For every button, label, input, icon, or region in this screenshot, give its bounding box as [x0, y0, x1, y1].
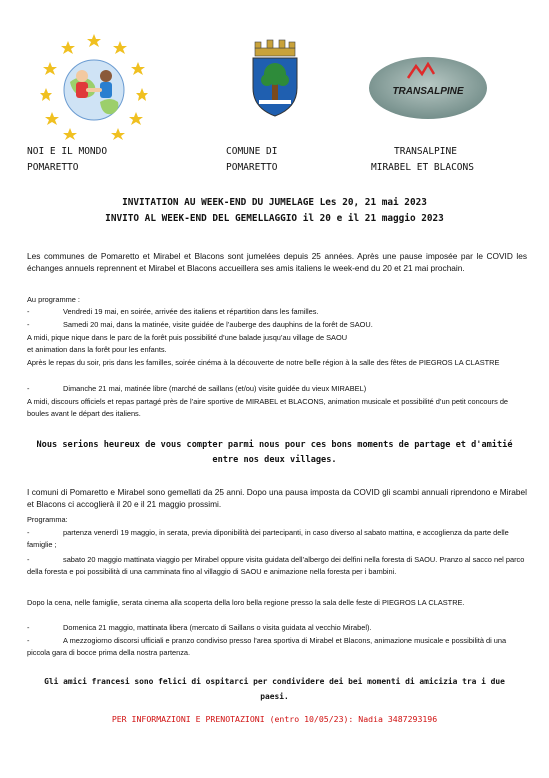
fr-line-c: Après le repas du soir, pris dans les familles, soirée cinéma à la découverte de notre belle région à la salle des fêtes de PIEGROS LA CLASTRE: [27, 358, 500, 367]
it-item-4-text: A mezzogiorno discorsi ufficiali e pranzo condiviso presso l’area sportiva di Mirabel et Blacons, animazione musicale e possibilità di una piccola gara di bocce prima della nostra partenza.: [27, 636, 507, 657]
transalpine-logo-text: TRANSALPINE: [392, 86, 464, 97]
fr-item-1: [27, 306, 527, 318]
info-contact-line: PER INFORMAZIONI E PRENOTAZIONI (entro 10/05/23): Nadia 3487293196: [111, 714, 438, 724]
it-item-2-text: sabato 20 maggio mattinata viaggio per Mirabel oppure visita guidata dell’albergo dei delfini nella foresta di SAOU. Pranzo al sacco nel parco della foresta e poi possibilità di una camminata fino al villaggio di SAOU e animazione nella foresta per i bambini.: [27, 555, 525, 576]
fr-item-2: [27, 319, 527, 331]
fr-line-a: A midi, pique nique dans le parc de la forêt puis possibilité d’une balade jusqu’au village de SAOU: [27, 333, 348, 342]
header-center-line2: POMARETTO: [226, 162, 278, 173]
it-item-2: [27, 554, 527, 594]
fr-line-d: A midi, discours officiels et repas partagé près de l’aire sportive de MIRABEL et BLACONS, animation musicale et possibilité d’un petit concours de boules avant le départ des italiens.: [27, 397, 509, 418]
header-center-line1: COMUNE DI: [226, 146, 278, 157]
dash-marker: -: [27, 320, 30, 329]
fr-intro: Les communes de Pomaretto et Mirabel et Blacons sont jumelées depuis 25 années. Après une pause imposée par le COVID les échanges annuels reprennent et Mirabel et Blacons accueillera ses amis italiens le week-end du 20 et 21 mai prochain.: [27, 251, 527, 273]
it-item-3-text: Domenica 21 maggio, mattinata libera (mercato di Saillans o visita guidata al vecchio Mirabel).: [63, 623, 372, 632]
crown-icon: [255, 40, 295, 56]
dash-marker: -: [27, 307, 30, 316]
fr-item-1-text: Vendredi 19 mai, en soirée, arrivée des italiens et répartition dans les familles.: [63, 307, 319, 316]
dash-marker: -: [27, 623, 30, 632]
fr-closing: Nous serions heureux de vous compter parmi nous pour ces bons moments de partage et d'amitié entre nos deux villages.: [36, 440, 513, 465]
fr-programme-label: Au programme :: [27, 295, 80, 304]
title-line-it: INVITO AL WEEK-END DEL GEMELLAGGIO il 20 e il 21 maggio 2023: [105, 213, 444, 224]
fr-item-2-text: Samedi 20 mai, dans la matinée, visite guidée de l’auberge des dauphins de la forêt de SAOU.: [63, 320, 373, 329]
noi-e-il-mondo-logo: [40, 32, 148, 140]
header-right-line1: TRANSALPINE: [394, 146, 457, 157]
it-item-3: [27, 622, 527, 634]
title-line-fr: INVITATION AU WEEK-END DU JUMELAGE Les 20, 21 mai 2023: [122, 197, 427, 208]
header-right-line2: MIRABEL ET BLACONS: [371, 162, 474, 173]
it-intro: I comuni di Pomaretto e Mirabel sono gemellati da 25 anni. Dopo una pausa imposta da COVID gli scambi annuali riprendono e Mirabel et Blacons ci accoglierà il 20 e il 21 maggio prossimi.: [27, 487, 527, 509]
dash-marker: -: [27, 528, 30, 537]
header-left-line1: NOI E IL MONDO: [27, 146, 108, 157]
it-item-4: [27, 635, 527, 661]
it-programme-label: Programma:: [27, 515, 68, 524]
it-closing: Gli amici francesi sono felici di ospitarci per condividere dei bei momenti di amicizia tra i due paesi.: [44, 677, 505, 701]
it-line-a: Dopo la cena, nelle famiglie, serata cinema alla scoperta della loro bella regione presso la sala delle feste di PIEGROS LA CLASTRE.: [27, 598, 465, 607]
fr-line-b: et animation dans la forêt pour les enfants.: [27, 345, 167, 354]
comune-pomaretto-crest: [245, 36, 305, 120]
dash-marker: -: [27, 555, 30, 564]
it-item-1: [27, 527, 527, 553]
header-right: [371, 144, 474, 176]
fr-item-3-text: Dimanche 21 mai, matinée libre (marché de saillans (et/ou) visite guidée du vieux MIRABEL): [63, 384, 367, 393]
it-item-1-text: partenza venerdì 19 maggio, in serata, previa diponibilità dei partecipanti, in caso diverso al sabato mattina, e accoglienza da parte delle famiglie ;: [27, 528, 509, 549]
dash-marker: -: [27, 636, 30, 645]
header-left-line2: POMARETTO: [27, 162, 79, 173]
page-title: [0, 195, 549, 227]
header-center: [226, 144, 277, 176]
header-left: [27, 144, 107, 176]
transalpine-logo: [368, 56, 488, 120]
dash-marker: -: [27, 384, 30, 393]
fr-item-3: [27, 383, 527, 395]
